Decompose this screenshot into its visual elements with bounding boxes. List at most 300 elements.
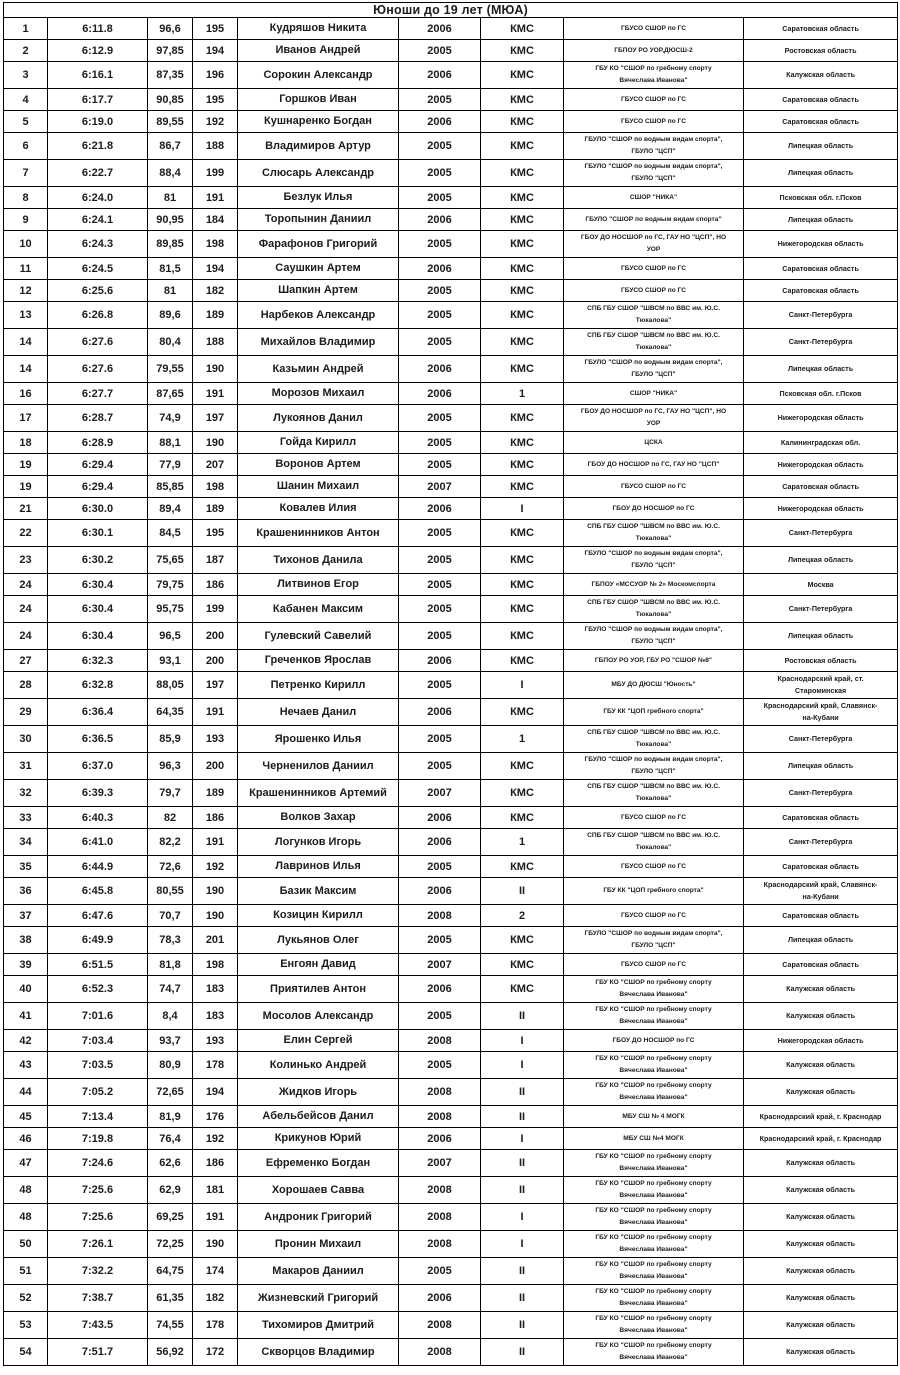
cell-name: Логунков Игорь — [238, 829, 399, 856]
cell-rank: 46 — [4, 1128, 48, 1150]
cell-grade: КМС — [481, 954, 564, 976]
cell-time: 6:26.8 — [48, 302, 148, 329]
cell-region: Липецкая область — [744, 623, 898, 650]
cell-year: 2006 — [399, 498, 481, 520]
cell-grade: КМС — [481, 329, 564, 356]
cell-name: Безлук Илья — [238, 187, 399, 209]
table-row — [4, 356, 898, 383]
cell-weight: 89,55 — [148, 111, 193, 133]
cell-grade: КМС — [481, 454, 564, 476]
cell-height: 191 — [193, 1204, 238, 1231]
cell-region: Калужская область — [744, 1258, 898, 1285]
cell-weight: 79,55 — [148, 356, 193, 383]
cell-time: 6:32.8 — [48, 672, 148, 699]
table-row — [4, 780, 898, 807]
cell-rank: 19 — [4, 454, 48, 476]
cell-year: 2008 — [399, 1204, 481, 1231]
cell-time: 7:51.7 — [48, 1339, 148, 1366]
cell-time: 6:30.4 — [48, 623, 148, 650]
cell-height: 193 — [193, 726, 238, 753]
cell-time: 6:44.9 — [48, 856, 148, 878]
cell-grade: КМС — [481, 596, 564, 623]
table-row — [4, 18, 898, 40]
cell-height: 189 — [193, 302, 238, 329]
cell-region: Саратовская область — [744, 476, 898, 498]
cell-rank: 21 — [4, 498, 48, 520]
cell-time: 6:24.5 — [48, 258, 148, 280]
table-row — [4, 1052, 898, 1079]
cell-grade: II — [481, 878, 564, 905]
cell-time: 6:24.1 — [48, 209, 148, 231]
cell-year: 2006 — [399, 18, 481, 40]
cell-weight: 85,85 — [148, 476, 193, 498]
cell-height: 184 — [193, 209, 238, 231]
cell-height: 190 — [193, 1231, 238, 1258]
cell-rank: 37 — [4, 905, 48, 927]
cell-height: 197 — [193, 405, 238, 432]
cell-weight: 74,9 — [148, 405, 193, 432]
cell-region: Москва — [744, 574, 898, 596]
cell-height: 178 — [193, 1312, 238, 1339]
cell-name: Макаров Даниил — [238, 1258, 399, 1285]
cell-rank: 23 — [4, 547, 48, 574]
cell-name: Шапкин Артем — [238, 280, 399, 302]
cell-rank: 12 — [4, 280, 48, 302]
cell-year: 2006 — [399, 111, 481, 133]
cell-time: 6:21.8 — [48, 133, 148, 160]
table-row — [4, 1231, 898, 1258]
cell-weight: 69,25 — [148, 1204, 193, 1231]
cell-time: 6:27.6 — [48, 329, 148, 356]
cell-year: 2006 — [399, 807, 481, 829]
cell-weight: 81,9 — [148, 1106, 193, 1128]
cell-grade: КМС — [481, 650, 564, 672]
cell-grade: КМС — [481, 231, 564, 258]
cell-rank: 53 — [4, 1312, 48, 1339]
cell-region: Калужская область — [744, 1231, 898, 1258]
cell-grade: КМС — [481, 753, 564, 780]
table-row — [4, 699, 898, 726]
cell-time: 7:03.5 — [48, 1052, 148, 1079]
cell-grade: II — [481, 1339, 564, 1366]
cell-name: Пронин Михаил — [238, 1231, 399, 1258]
cell-rank: 22 — [4, 520, 48, 547]
table-row — [4, 187, 898, 209]
cell-year: 2008 — [399, 1177, 481, 1204]
cell-name: Волков Захар — [238, 807, 399, 829]
cell-name: Литвинов Егор — [238, 574, 399, 596]
cell-year: 2005 — [399, 133, 481, 160]
cell-year: 2005 — [399, 596, 481, 623]
cell-year: 2005 — [399, 1052, 481, 1079]
cell-region: Санкт-Петербурга — [744, 780, 898, 807]
cell-rank: 50 — [4, 1231, 48, 1258]
cell-club: ГБПОУ РО УОР,ДЮСШ-2 — [564, 40, 744, 62]
cell-region: Нижегородская область — [744, 1030, 898, 1052]
cell-grade: КМС — [481, 432, 564, 454]
cell-rank: 3 — [4, 62, 48, 89]
cell-year: 2006 — [399, 1285, 481, 1312]
cell-grade: КМС — [481, 111, 564, 133]
cell-grade: КМС — [481, 133, 564, 160]
cell-name: Тихонов Данила — [238, 547, 399, 574]
cell-region: Санкт-Петербурга — [744, 329, 898, 356]
cell-club: ГБУСО СШОР по ГС — [564, 856, 744, 878]
cell-grade: КМС — [481, 476, 564, 498]
cell-height: 198 — [193, 954, 238, 976]
cell-name: Кушнаренко Богдан — [238, 111, 399, 133]
cell-region: Липецкая область — [744, 160, 898, 187]
cell-year: 2007 — [399, 476, 481, 498]
cell-weight: 8,4 — [148, 1003, 193, 1030]
cell-club: ГБУСО СШОР по ГС — [564, 280, 744, 302]
cell-year: 2006 — [399, 209, 481, 231]
cell-height: 176 — [193, 1106, 238, 1128]
cell-name: Черненилов Даниил — [238, 753, 399, 780]
cell-rank: 11 — [4, 258, 48, 280]
cell-rank: 33 — [4, 807, 48, 829]
cell-club: ГБОУ ДО НОСШОР по ГС, ГАУ НО "ЦСП", НО УОР — [564, 405, 744, 432]
cell-region: Калужская область — [744, 1204, 898, 1231]
cell-weight: 77,9 — [148, 454, 193, 476]
cell-region: Липецкая область — [744, 547, 898, 574]
cell-rank: 28 — [4, 672, 48, 699]
cell-club: ГБПОУ РО УОР, ГБУ РО "СШОР №8" — [564, 650, 744, 672]
cell-name: Ковалев Илия — [238, 498, 399, 520]
cell-name: Тихомиров Дмитрий — [238, 1312, 399, 1339]
cell-grade: 1 — [481, 726, 564, 753]
cell-time: 6:51.5 — [48, 954, 148, 976]
cell-height: 182 — [193, 1285, 238, 1312]
cell-time: 6:25.6 — [48, 280, 148, 302]
cell-weight: 89,4 — [148, 498, 193, 520]
cell-weight: 62,6 — [148, 1150, 193, 1177]
table-row — [4, 160, 898, 187]
cell-year: 2006 — [399, 650, 481, 672]
cell-club: ГБУ КО "СШОР по гребному спорту Вячеслава Иванова" — [564, 1079, 744, 1106]
cell-grade: КМС — [481, 623, 564, 650]
cell-height: 198 — [193, 231, 238, 258]
cell-name: Лукьянов Олег — [238, 927, 399, 954]
cell-year: 2005 — [399, 574, 481, 596]
cell-year: 2008 — [399, 1231, 481, 1258]
table-row — [4, 476, 898, 498]
cell-rank: 54 — [4, 1339, 48, 1366]
cell-height: 187 — [193, 547, 238, 574]
table-row — [4, 829, 898, 856]
cell-club: СПБ ГБУ СШОР "ШВСМ по ВВС им. Ю.С. Тюкалова" — [564, 726, 744, 753]
cell-grade: КМС — [481, 574, 564, 596]
table-row — [4, 807, 898, 829]
cell-weight: 81 — [148, 187, 193, 209]
table-row — [4, 432, 898, 454]
cell-grade: КМС — [481, 976, 564, 1003]
cell-region: Саратовская область — [744, 89, 898, 111]
cell-club: ГБУЛО "СШОР по водным видам спорта", ГБУЛО "ЦСП" — [564, 160, 744, 187]
cell-weight: 72,6 — [148, 856, 193, 878]
cell-time: 7:19.8 — [48, 1128, 148, 1150]
cell-rank: 14 — [4, 356, 48, 383]
cell-grade: КМС — [481, 927, 564, 954]
cell-height: 197 — [193, 672, 238, 699]
cell-grade: КМС — [481, 160, 564, 187]
cell-year: 2006 — [399, 829, 481, 856]
table-row — [4, 954, 898, 976]
cell-region: Краснодарский край, г. Краснодар — [744, 1128, 898, 1150]
cell-region: Липецкая область — [744, 209, 898, 231]
cell-name: Мосолов Александр — [238, 1003, 399, 1030]
cell-grade: КМС — [481, 405, 564, 432]
table-row — [4, 753, 898, 780]
table-row — [4, 498, 898, 520]
cell-region: Ростовская область — [744, 40, 898, 62]
table-row — [4, 596, 898, 623]
cell-name: Воронов Артем — [238, 454, 399, 476]
cell-name: Саушкин Артем — [238, 258, 399, 280]
cell-name: Базик Максим — [238, 878, 399, 905]
cell-year: 2005 — [399, 927, 481, 954]
cell-rank: 14 — [4, 329, 48, 356]
cell-region: Саратовская область — [744, 258, 898, 280]
cell-rank: 30 — [4, 726, 48, 753]
cell-club: ГБУСО СШОР по ГС — [564, 476, 744, 498]
cell-height: 193 — [193, 1030, 238, 1052]
cell-time: 7:43.5 — [48, 1312, 148, 1339]
cell-name: Петренко Кирилл — [238, 672, 399, 699]
cell-grade: КМС — [481, 258, 564, 280]
cell-height: 196 — [193, 62, 238, 89]
cell-club: ГБУСО СШОР по ГС — [564, 258, 744, 280]
cell-name: Ярошенко Илья — [238, 726, 399, 753]
cell-weight: 75,65 — [148, 547, 193, 574]
cell-grade: II — [481, 1106, 564, 1128]
table-row — [4, 927, 898, 954]
cell-time: 6:37.0 — [48, 753, 148, 780]
table-row — [4, 1312, 898, 1339]
cell-weight: 93,7 — [148, 1030, 193, 1052]
cell-weight: 64,35 — [148, 699, 193, 726]
table-row — [4, 454, 898, 476]
cell-name: Гулевский Савелий — [238, 623, 399, 650]
cell-grade: КМС — [481, 89, 564, 111]
cell-height: 183 — [193, 976, 238, 1003]
cell-club: ГБУЛО "СШОР по водным видам спорта", ГБУЛО "ЦСП" — [564, 753, 744, 780]
cell-club: ГБУ КО "СШОР по гребному спорту Вячеслава Иванова" — [564, 1052, 744, 1079]
cell-region: Калужская область — [744, 1177, 898, 1204]
table-row — [4, 405, 898, 432]
cell-name: Скворцов Владимир — [238, 1339, 399, 1366]
cell-year: 2005 — [399, 1003, 481, 1030]
cell-region: Псковская обл. г.Псков — [744, 187, 898, 209]
cell-year: 2005 — [399, 726, 481, 753]
cell-weight: 88,4 — [148, 160, 193, 187]
cell-year: 2006 — [399, 383, 481, 405]
cell-rank: 7 — [4, 160, 48, 187]
cell-name: Приятилев Антон — [238, 976, 399, 1003]
cell-region: Нижегородская область — [744, 454, 898, 476]
table-row — [4, 856, 898, 878]
cell-year: 2007 — [399, 780, 481, 807]
cell-name: Жидков Игорь — [238, 1079, 399, 1106]
cell-name: Колинько Андрей — [238, 1052, 399, 1079]
table-row — [4, 1204, 898, 1231]
cell-year: 2005 — [399, 753, 481, 780]
cell-grade: КМС — [481, 356, 564, 383]
cell-height: 200 — [193, 623, 238, 650]
table-row — [4, 976, 898, 1003]
cell-name: Слюсарь Александр — [238, 160, 399, 187]
cell-name: Горшков Иван — [238, 89, 399, 111]
cell-height: 200 — [193, 650, 238, 672]
cell-year: 2008 — [399, 1339, 481, 1366]
cell-weight: 76,4 — [148, 1128, 193, 1150]
cell-height: 186 — [193, 574, 238, 596]
cell-club: ГБУСО СШОР по ГС — [564, 111, 744, 133]
cell-region: Саратовская область — [744, 807, 898, 829]
cell-name: Михайлов Владимир — [238, 329, 399, 356]
cell-time: 6:30.0 — [48, 498, 148, 520]
cell-time: 6:45.8 — [48, 878, 148, 905]
table-row — [4, 133, 898, 160]
cell-height: 199 — [193, 160, 238, 187]
cell-grade: I — [481, 672, 564, 699]
cell-club: ГБУЛО "СШОР по водным видам спорта" — [564, 209, 744, 231]
cell-club: МБУ ДО ДЮСШ "Юность" — [564, 672, 744, 699]
results-body — [4, 3, 898, 1366]
cell-rank: 8 — [4, 187, 48, 209]
cell-rank: 2 — [4, 40, 48, 62]
cell-region: Саратовская область — [744, 905, 898, 927]
cell-region: Саратовская область — [744, 280, 898, 302]
cell-weight: 56,92 — [148, 1339, 193, 1366]
cell-name: Андроник Григорий — [238, 1204, 399, 1231]
cell-region: Псковская обл. г.Псков — [744, 383, 898, 405]
cell-year: 2006 — [399, 356, 481, 383]
cell-year: 2008 — [399, 1106, 481, 1128]
cell-club: ГБУ КО "СШОР по гребному спорту Вячеслава Иванова" — [564, 1150, 744, 1177]
cell-rank: 32 — [4, 780, 48, 807]
cell-name: Хорошаев Савва — [238, 1177, 399, 1204]
cell-height: 189 — [193, 780, 238, 807]
cell-club: СПБ ГБУ СШОР "ШВСМ по ВВС им. Ю.С. Тюкалова" — [564, 780, 744, 807]
cell-name: Фарафонов Григорий — [238, 231, 399, 258]
table-row — [4, 672, 898, 699]
cell-rank: 41 — [4, 1003, 48, 1030]
cell-time: 6:30.1 — [48, 520, 148, 547]
cell-club: ГБУСО СШОР по ГС — [564, 89, 744, 111]
cell-region: Ростовская область — [744, 650, 898, 672]
cell-time: 7:25.6 — [48, 1204, 148, 1231]
cell-time: 6:28.7 — [48, 405, 148, 432]
cell-year: 2006 — [399, 699, 481, 726]
cell-time: 6:52.3 — [48, 976, 148, 1003]
cell-height: 190 — [193, 356, 238, 383]
cell-weight: 79,7 — [148, 780, 193, 807]
cell-time: 7:38.7 — [48, 1285, 148, 1312]
cell-club: ГБУСО СШОР по ГС — [564, 807, 744, 829]
cell-name: Крикунов Юрий — [238, 1128, 399, 1150]
cell-height: 192 — [193, 1128, 238, 1150]
cell-region: Липецкая область — [744, 356, 898, 383]
table-row — [4, 209, 898, 231]
cell-name: Крашенинников Артемий — [238, 780, 399, 807]
cell-time: 6:36.5 — [48, 726, 148, 753]
cell-grade: I — [481, 1030, 564, 1052]
cell-time: 7:01.6 — [48, 1003, 148, 1030]
cell-region: Нижегородская область — [744, 498, 898, 520]
cell-region: Санкт-Петербурга — [744, 829, 898, 856]
table-row — [4, 329, 898, 356]
cell-weight: 90,85 — [148, 89, 193, 111]
cell-rank: 47 — [4, 1150, 48, 1177]
cell-height: 182 — [193, 280, 238, 302]
cell-time: 7:13.4 — [48, 1106, 148, 1128]
cell-club: СПБ ГБУ СШОР "ШВСМ по ВВС им. Ю.С. Тюкалова" — [564, 596, 744, 623]
table-row — [4, 1030, 898, 1052]
cell-name: Иванов Андрей — [238, 40, 399, 62]
cell-club: ЦСКА — [564, 432, 744, 454]
cell-rank: 48 — [4, 1204, 48, 1231]
cell-grade: II — [481, 1150, 564, 1177]
cell-year: 2005 — [399, 405, 481, 432]
cell-grade: I — [481, 1128, 564, 1150]
cell-year: 2006 — [399, 878, 481, 905]
cell-rank: 38 — [4, 927, 48, 954]
cell-weight: 80,4 — [148, 329, 193, 356]
cell-rank: 17 — [4, 405, 48, 432]
cell-time: 7:32.2 — [48, 1258, 148, 1285]
cell-region: Липецкая область — [744, 753, 898, 780]
cell-grade: КМС — [481, 187, 564, 209]
table-row — [4, 62, 898, 89]
table-row — [4, 1003, 898, 1030]
cell-weight: 90,95 — [148, 209, 193, 231]
cell-rank: 35 — [4, 856, 48, 878]
cell-rank: 18 — [4, 432, 48, 454]
cell-rank: 52 — [4, 1285, 48, 1312]
cell-weight: 86,7 — [148, 133, 193, 160]
cell-height: 191 — [193, 829, 238, 856]
table-row — [4, 905, 898, 927]
cell-region: Санкт-Петербурга — [744, 726, 898, 753]
table-row — [4, 1177, 898, 1204]
cell-time: 7:24.6 — [48, 1150, 148, 1177]
cell-rank: 48 — [4, 1177, 48, 1204]
cell-rank: 9 — [4, 209, 48, 231]
cell-height: 207 — [193, 454, 238, 476]
cell-rank: 31 — [4, 753, 48, 780]
cell-height: 190 — [193, 878, 238, 905]
cell-grade: КМС — [481, 520, 564, 547]
cell-height: 200 — [193, 753, 238, 780]
cell-time: 6:19.0 — [48, 111, 148, 133]
cell-year: 2006 — [399, 62, 481, 89]
cell-region: Калужская область — [744, 1339, 898, 1366]
table-row — [4, 878, 898, 905]
cell-time: 7:03.4 — [48, 1030, 148, 1052]
cell-name: Казьмин Андрей — [238, 356, 399, 383]
cell-year: 2005 — [399, 547, 481, 574]
cell-height: 192 — [193, 111, 238, 133]
table-row — [4, 40, 898, 62]
cell-height: 194 — [193, 1079, 238, 1106]
cell-club: МБУ СШ № 4 МОГК — [564, 1106, 744, 1128]
cell-weight: 81,8 — [148, 954, 193, 976]
cell-club: СШОР "НИКА" — [564, 187, 744, 209]
cell-name: Кабанен Максим — [238, 596, 399, 623]
cell-year: 2005 — [399, 280, 481, 302]
cell-height: 178 — [193, 1052, 238, 1079]
